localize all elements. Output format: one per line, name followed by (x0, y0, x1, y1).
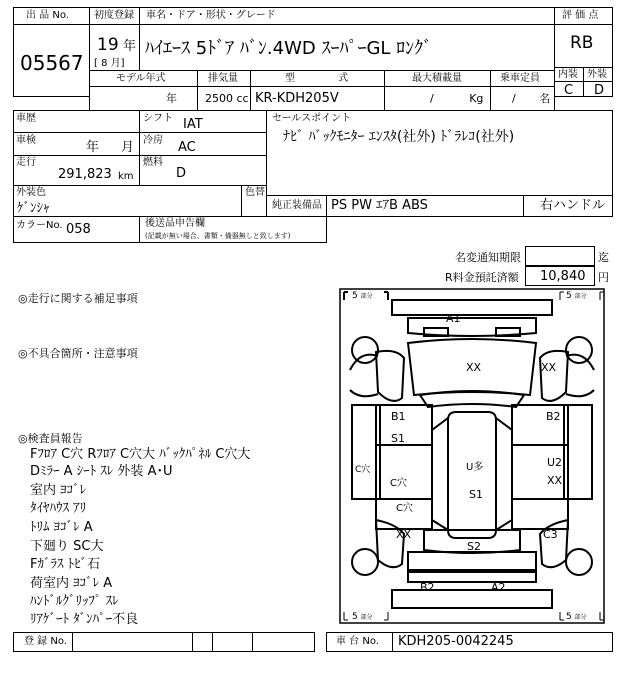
mileage-value: 291,823 (58, 167, 112, 182)
note-line: ﾄﾘﾑ ﾖｺﾞﾚ A (30, 520, 93, 535)
eval-label: 評 価 点 (562, 10, 599, 21)
sales-point-label: セールスポイント (272, 113, 352, 124)
color-change-label: 色替 (245, 187, 265, 198)
note-line: ﾊﾝﾄﾞﾙｸﾞﾘｯﾌﾟ ｽﾚ (30, 594, 119, 609)
fuel-label: 燃料 (143, 157, 163, 168)
model-code-label: 型 式 (285, 73, 349, 84)
driving-label: ◎走行に関する補足事項 (18, 292, 138, 305)
shift-value: IAT (183, 117, 203, 132)
sales-point: ﾅﾋﾞ ﾊﾞｯｸﾓﾆﾀｰ ｴﾝｽﾀ(社外) ﾄﾞﾗﾚｺ(社外) (283, 129, 515, 145)
max-load: / Kg (430, 92, 484, 105)
docs-note: (記載が無い場合、書類・備器無しと致します) (145, 232, 291, 240)
recycle-label: R料金預託済額 (445, 271, 519, 284)
mark-c3: C3 (543, 528, 558, 541)
ac-label: 冷房 (143, 135, 163, 146)
tire-label-fl: 5 部分 (352, 291, 373, 301)
ext-color-box (13, 185, 267, 217)
displacement-label: 排気量 (208, 73, 238, 84)
history-box (13, 110, 267, 186)
tire-label-fr: 5 部分 (566, 291, 587, 301)
mileage-unit: km (118, 171, 134, 182)
exterior-score: D (594, 83, 605, 98)
car-damage-diagram (339, 288, 605, 624)
mark-a2: A2 (491, 581, 506, 594)
mark-xx-fender-right: XX (541, 361, 557, 374)
mark-xx-right: XX (547, 474, 563, 487)
mark-b2-bumper: B2 (420, 581, 435, 594)
mark-s1-left: S1 (391, 432, 405, 445)
mark-u-hole: U多 (466, 462, 484, 473)
mark-xx-rear-left: XX (396, 528, 412, 541)
lot-number: 05567 (20, 51, 84, 75)
displacement: 2500 cc (205, 92, 249, 105)
interior-score: C (564, 83, 574, 98)
note-line: ﾘｱｹﾞｰﾄ ﾀﾞﾝﾊﾟｰ不良 (30, 612, 139, 627)
note-line: Fﾌﾛｱ C穴 Rﾌﾛｱ C穴大 ﾊﾞｯｸﾊﾟﾈﾙ C穴大 (30, 447, 251, 462)
equipment: PS PW ｴｱB ABS (331, 198, 428, 213)
model-code: KR-KDH205V (255, 91, 339, 106)
model-year-unit: 年 (166, 92, 177, 105)
tire-label-rl: 5 部分 (352, 612, 373, 622)
first-reg-year-unit: 年 (123, 39, 137, 54)
lot-label: 出 品 No. (26, 10, 69, 21)
mark-a1: A1 (446, 312, 461, 325)
note-line: Fｶﾞﾗｽ ﾄﾋﾞ石 (30, 557, 101, 572)
mark-s1-center: S1 (469, 488, 483, 501)
equipment-label: 純正装備品 (272, 200, 322, 211)
fuel-value: D (176, 166, 187, 181)
chassis-no: KDH205-0042245 (398, 634, 514, 649)
notice-box (525, 246, 595, 266)
notice-unit: 迄 (598, 251, 609, 264)
mark-c-hole-sill: C穴 (355, 465, 371, 475)
color-no: 058 (66, 222, 91, 237)
recycle-unit: 円 (598, 271, 609, 284)
mark-c-hole-rear: C穴 (396, 503, 413, 514)
ext-color: ｹﾞﾝｼｬ (17, 201, 50, 216)
shift-label: シフト (143, 113, 173, 124)
capacity: / 名 (512, 92, 551, 105)
max-load-label: 最大積載量 (412, 73, 462, 84)
note-line: 室内 ﾖｺﾞﾚ (30, 483, 87, 498)
first-reg-year: 19 (97, 35, 119, 55)
inspection-label: 車検 (16, 135, 36, 146)
car-name-label: 車名・ドア・形状・グレード (146, 10, 276, 21)
mark-s2: S2 (467, 540, 481, 553)
tire-label-rr: 5 部分 (566, 612, 587, 622)
reg-no-label: 登 録 No. (24, 636, 67, 647)
recycle-amount: 10,840 (540, 269, 586, 284)
chassis-no-label: 車 台 No. (336, 636, 379, 647)
note-line: 下廻り SC大 (30, 539, 104, 554)
first-reg-month: [ 8 月] (94, 58, 125, 69)
note-line: ﾀｲﾔﾊｳｽ ｱﾘ (30, 501, 87, 516)
exterior-label: 外装 (587, 69, 607, 80)
ext-color-label: 外装色 (16, 187, 46, 198)
note-line: 荷室内 ﾖｺﾞﾚ A (30, 576, 113, 591)
first-reg-label: 初度登録 (94, 10, 134, 21)
notice-label: 名変通知期限 (455, 251, 521, 264)
steering: 右ハンドル (540, 198, 606, 213)
mark-c-hole-left: C穴 (390, 478, 407, 489)
history-label: 車歴 (16, 113, 36, 124)
color-no-label: カラーNo. (16, 220, 63, 231)
model-year-label: モデル年式 (116, 73, 166, 84)
mark-b1: B1 (391, 410, 406, 423)
mark-xx-hood: XX (466, 361, 482, 374)
capacity-label: 乗車定員 (500, 73, 540, 84)
note-line: Dﾐﾗｰ A ｼｰﾄ ｽﾚ 外装 A･U (30, 464, 173, 479)
inspector-label: ◎検査員報告 (18, 432, 83, 445)
inspection-year: 年 (86, 140, 100, 155)
inspection-month: 月 (121, 140, 135, 155)
mark-u2: U2 (547, 456, 563, 469)
docs-label: 後送品申告欄 (145, 218, 205, 229)
car-name: ﾊｲｴｰｽ 5ﾄﾞｱ ﾊﾞﾝ.4WD ｽｰﾊﾟｰGL ﾛﾝｸﾞ (145, 38, 433, 59)
mileage-label: 走行 (16, 157, 36, 168)
mark-b2-right: B2 (546, 410, 561, 423)
ac-value: AC (178, 140, 196, 155)
interior-label: 内装 (558, 69, 578, 80)
eval-score: RB (570, 33, 594, 53)
defects-label: ◎不具合箇所・注意事項 (18, 347, 138, 360)
